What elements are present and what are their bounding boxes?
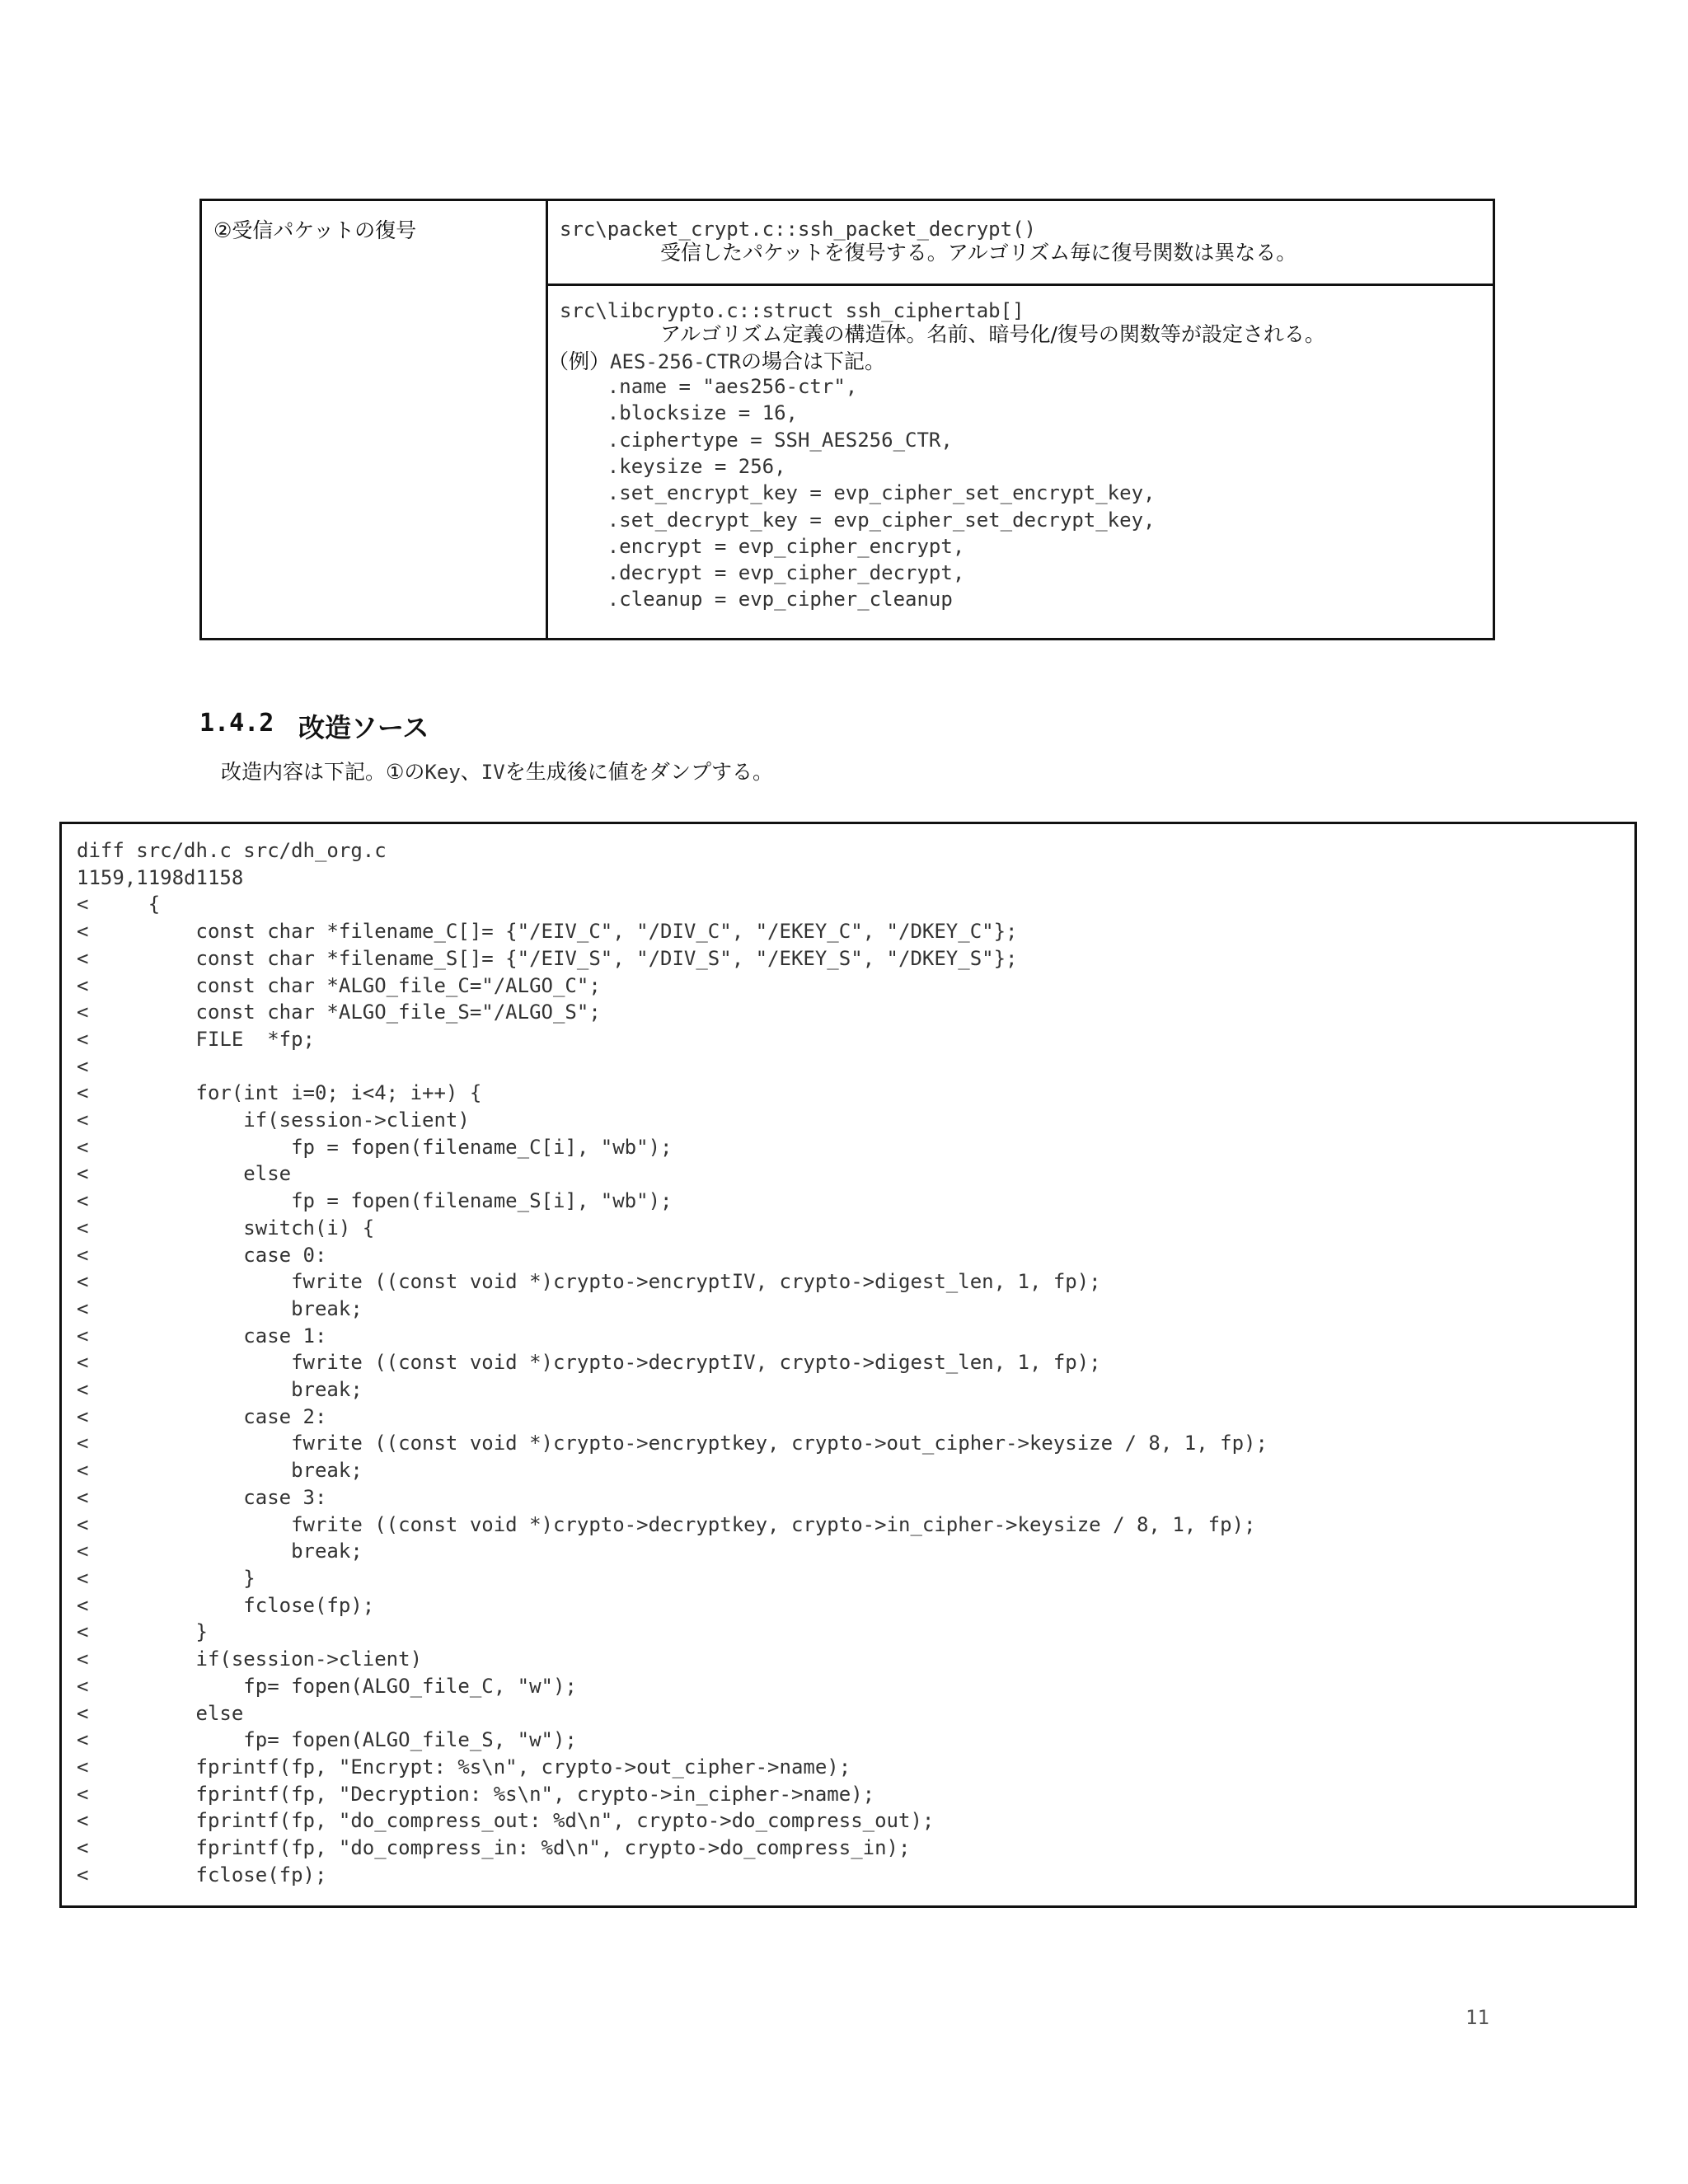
- diff-line: < fprintf(fp, "Decryption: %s\n", crypto->in_cipher->name);: [77, 1782, 875, 1806]
- diff-line: < fwrite ((const void *)crypto->decryptIV, crypto->digest_len, 1, fp);: [77, 1351, 1101, 1375]
- spec-table-right-cell: [548, 201, 1493, 638]
- diff-line: < const char *filename_C[]= {"/EIV_C", "/DIV_C", "/EKEY_C", "/DKEY_C"};: [77, 920, 1018, 944]
- diff-line: < fclose(fp);: [77, 1593, 375, 1617]
- diff-line: < fp= fopen(ALGO_file_S, "w");: [77, 1728, 577, 1752]
- example-suffix: の場合は下記。: [740, 349, 885, 373]
- diff-line: 1159,1198d1158: [77, 865, 244, 889]
- packet-decrypt-function: src\packet_crypt.c::ssh_packet_decrypt(): [560, 218, 1036, 241]
- diff-line: < {: [77, 893, 161, 916]
- diff-line: < break;: [77, 1459, 363, 1483]
- diff-line: < FILE *fp;: [77, 1027, 315, 1051]
- diff-line: < else: [77, 1701, 244, 1725]
- ciphertab-field-line: .set_decrypt_key = evp_cipher_set_decrypt_key,: [560, 508, 1156, 532]
- diff-line: < case 3:: [77, 1485, 327, 1509]
- intro-text-a: 改造内容は下記。①の: [221, 760, 425, 784]
- ciphertab-field-line: .cleanup = evp_cipher_cleanup: [560, 588, 953, 612]
- ciphertab-field-line: .encrypt = evp_cipher_encrypt,: [560, 534, 965, 558]
- receive-packet-decrypt-label: ②受信パケットの復号: [213, 218, 417, 242]
- diff-line: < const char *filename_S[]= {"/EIV_S", "/DIV_S", "/EKEY_S", "/DKEY_S"};: [77, 946, 1018, 970]
- diff-line: < }: [77, 1566, 256, 1590]
- intro-separator: 、: [460, 760, 481, 784]
- diff-line: < fwrite ((const void *)crypto->decryptkey, crypto->in_cipher->keysize / 8, 1, fp);: [77, 1512, 1256, 1536]
- section-title: 改造ソース: [298, 712, 429, 743]
- diff-line: < break;: [77, 1540, 363, 1563]
- ciphertab-field-line: .blocksize = 16,: [560, 401, 798, 425]
- diff-line: < fwrite ((const void *)crypto->encryptIV, crypto->digest_len, 1, fp);: [77, 1270, 1101, 1294]
- diff-line: < break;: [77, 1378, 363, 1402]
- diff-line: < const char *ALGO_file_S="/ALGO_S";: [77, 1001, 601, 1024]
- ciphertab-field-line: .ciphertype = SSH_AES256_CTR,: [560, 428, 953, 452]
- diff-line: < if(session->client): [77, 1647, 423, 1671]
- diff-line: < case 2:: [77, 1404, 327, 1428]
- ciphertab-field-line: .name = "aes256-ctr",: [560, 375, 858, 398]
- intro-key: Key: [424, 761, 461, 784]
- diff-line: < const char *ALGO_file_C="/ALGO_C";: [77, 973, 601, 997]
- diff-line: < case 1:: [77, 1324, 327, 1347]
- ciphertab-description: アルゴリズム定義の構造体。名前、暗号化/復号の関数等が設定される。: [660, 322, 1325, 346]
- example-algo: AES-256-CTR: [610, 350, 741, 373]
- diff-line: <: [77, 1054, 89, 1078]
- diff-line: < fclose(fp);: [77, 1863, 327, 1886]
- diff-line: < fprintf(fp, "do_compress_in: %d\n", crypto->do_compress_in);: [77, 1836, 911, 1860]
- diff-line: < fp = fopen(filename_C[i], "wb");: [77, 1135, 673, 1159]
- diff-line: < fp = fopen(filename_S[i], "wb");: [77, 1189, 673, 1213]
- spec-row-ciphertab: [548, 286, 1493, 638]
- section-number: 1.4.2: [199, 709, 274, 738]
- ciphertab-struct: src\libcrypto.c::struct ssh_ciphertab[]: [560, 299, 1025, 322]
- diff-line: < fwrite ((const void *)crypto->encryptkey, crypto->out_cipher->keysize / 8, 1, fp);: [77, 1432, 1268, 1455]
- diff-line: diff src/dh.c src/dh_org.c: [77, 839, 387, 862]
- spec-table-left-cell: [202, 201, 548, 638]
- spec-table: [199, 199, 1495, 640]
- example-prefix: （例）: [548, 349, 611, 373]
- intro-text-b: を生成後に値をダンプする。: [504, 760, 773, 784]
- diff-line: < case 0:: [77, 1243, 327, 1267]
- section-intro: [221, 756, 773, 785]
- diff-line: < switch(i) {: [77, 1216, 375, 1240]
- ciphertab-field-line: .set_encrypt_key = evp_cipher_set_encrypt_key,: [560, 481, 1156, 505]
- intro-iv: IV: [481, 761, 505, 784]
- diff-line: < }: [77, 1620, 208, 1644]
- spec-row-packet-decrypt: [548, 201, 1493, 286]
- ciphertab-field-line: .keysize = 256,: [560, 454, 786, 478]
- diff-line: < else: [77, 1162, 292, 1186]
- diff-line: < for(int i=0; i<4; i++) {: [77, 1081, 482, 1105]
- ciphertab-example: [548, 348, 885, 376]
- diff-line: < fp= fopen(ALGO_file_C, "w");: [77, 1674, 577, 1698]
- diff-line: < fprintf(fp, "Encrypt: %s\n", crypto->out_cipher->name);: [77, 1755, 851, 1779]
- diff-code-box: [59, 822, 1637, 1908]
- diff-code: [77, 837, 1268, 1888]
- ciphertab-field-line: .decrypt = evp_cipher_decrypt,: [560, 561, 965, 585]
- diff-line: < fprintf(fp, "do_compress_out: %d\n", crypto->do_compress_out);: [77, 1809, 935, 1833]
- diff-line: < break;: [77, 1296, 363, 1320]
- diff-line: < if(session->client): [77, 1108, 470, 1132]
- page-number: 11: [1465, 2006, 1489, 2029]
- packet-decrypt-description: 受信したパケットを復号する。アルゴリズム毎に復号関数は異なる。: [660, 241, 1297, 265]
